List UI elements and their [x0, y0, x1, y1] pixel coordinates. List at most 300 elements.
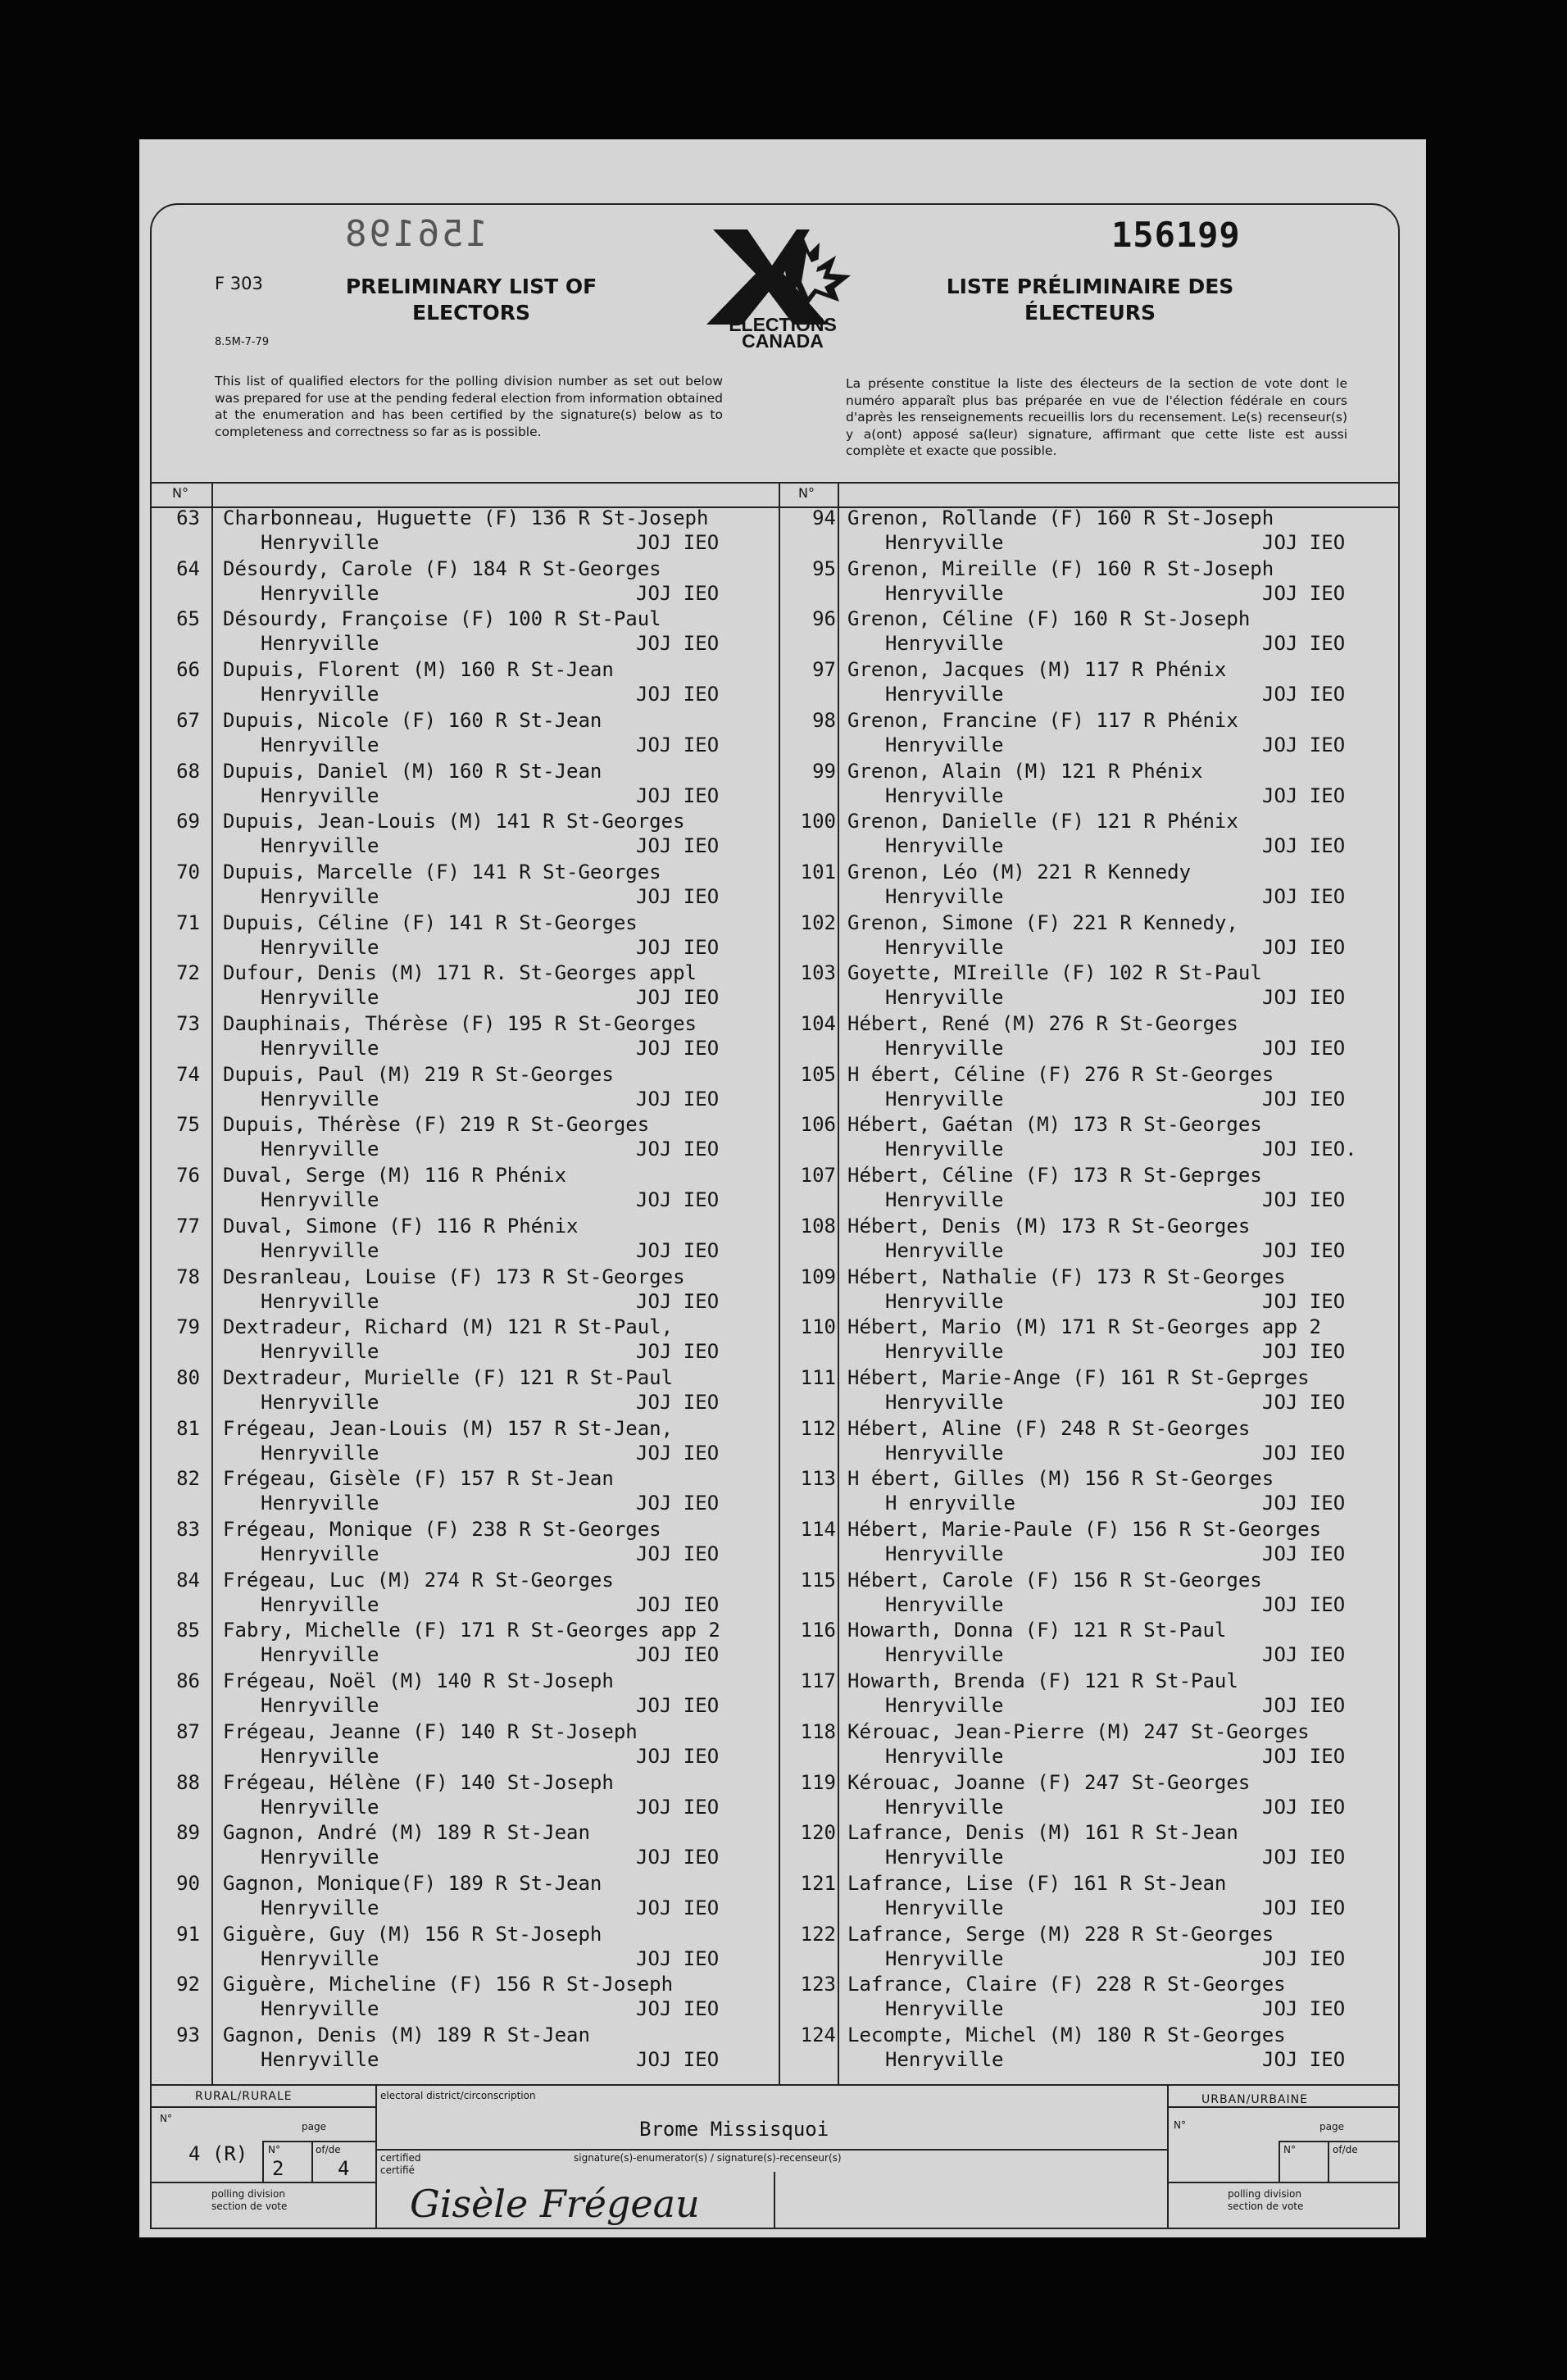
- elector-number: 122: [800, 1922, 836, 1946]
- elector-postal-code: JOJ IEO: [1262, 683, 1346, 706]
- elector-town: Henryville: [261, 1087, 379, 1111]
- elector-number: 93: [176, 2023, 200, 2046]
- list-item: [788, 1821, 1395, 1872]
- elector-name-address: H ébert, Gilles (M) 156 R St-Georges: [847, 1467, 1274, 1491]
- elector-name-address: Frégeau, Jean-Louis (M) 157 R St-Jean,: [223, 1416, 674, 1440]
- elector-town: Henryville: [261, 1795, 379, 1819]
- list-item: [788, 1923, 1395, 1973]
- elector-number: 121: [800, 1871, 836, 1895]
- elector-town: Henryville: [261, 1846, 379, 1869]
- list-item: [156, 1569, 762, 1619]
- elector-number: 88: [176, 1770, 200, 1794]
- elector-postal-code: JOJ IEO: [636, 1037, 720, 1060]
- list-item: [156, 1821, 762, 1872]
- elector-postal-code: JOJ IEO: [1262, 1744, 1346, 1768]
- rural-page-no-label: N°: [268, 2144, 280, 2155]
- elector-town: Henryville: [261, 986, 379, 1010]
- list-item: [156, 1113, 762, 1164]
- list-item: [156, 658, 762, 709]
- rural-box-bottom: [150, 2182, 375, 2183]
- list-item: [156, 1720, 762, 1771]
- elector-postal-code: JOJ IEO.: [1262, 1138, 1357, 1161]
- signature-label: signature(s)-enumerator(s) / signature(s)-recenseur(s): [574, 2152, 842, 2164]
- elector-name-address: Kérouac, Joanne (F) 247 St-Georges: [847, 1770, 1251, 1794]
- rural-label: RURAL/RURALE: [195, 2090, 293, 2103]
- elector-postal-code: JOJ IEO: [1262, 1846, 1346, 1869]
- elector-number: 115: [800, 1568, 836, 1592]
- elector-number: 91: [176, 1922, 200, 1946]
- urban-label: URBAN/URBAINE: [1201, 2093, 1308, 2106]
- elector-name-address: Hébert, Nathalie (F) 173 R St-Georges: [847, 1265, 1286, 1288]
- elector-number: 116: [800, 1619, 836, 1642]
- polling-division-number: 4 (R): [188, 2142, 248, 2165]
- elector-town: Henryville: [885, 1694, 1004, 1718]
- list-item: [156, 1366, 762, 1417]
- elector-town: Henryville: [885, 1643, 1004, 1667]
- serial-number: 156199: [1111, 215, 1241, 255]
- elector-number: 114: [800, 1518, 836, 1541]
- elector-name-address: Fabry, Michelle (F) 171 R St-Georges app 2: [223, 1619, 720, 1642]
- elector-number: 85: [176, 1619, 200, 1642]
- elector-number: 109: [800, 1265, 836, 1288]
- elector-postal-code: JOJ IEO: [636, 1896, 720, 1919]
- elector-postal-code: JOJ IEO: [636, 1592, 720, 1616]
- elector-name-address: Dupuis, Marcelle (F) 141 R St-Georges: [223, 860, 661, 883]
- elector-town: Henryville: [885, 1896, 1004, 1919]
- elector-number: 94: [812, 506, 836, 529]
- elector-postal-code: JOJ IEO: [636, 783, 720, 807]
- polling-division-label-fr: section de vote: [211, 2201, 288, 2212]
- elector-postal-code: JOJ IEO: [636, 1542, 720, 1565]
- elector-postal-code: JOJ IEO: [1262, 1592, 1346, 1616]
- urban-page-no-label: N°: [1283, 2144, 1296, 2155]
- elector-town: Henryville: [261, 834, 379, 858]
- elector-town: Henryville: [261, 1997, 379, 2021]
- elector-name-address: Grenon, Mireille (F) 160 R St-Joseph: [847, 556, 1274, 580]
- elector-number: 101: [800, 860, 836, 883]
- list-item: [788, 1771, 1395, 1822]
- list-item: [156, 1012, 762, 1063]
- rural-page-divider: [311, 2141, 313, 2182]
- elector-town: H enryville: [885, 1492, 1015, 1515]
- elector-town: Henryville: [261, 1896, 379, 1919]
- elector-number: 97: [812, 658, 836, 682]
- elector-town: Henryville: [885, 1037, 1004, 1060]
- elector-number: 79: [176, 1315, 200, 1339]
- elector-number: 70: [176, 860, 200, 883]
- title-french: [926, 274, 1254, 326]
- elector-town: Henryville: [261, 1441, 379, 1465]
- elector-number: 112: [800, 1416, 836, 1440]
- elector-postal-code: JOJ IEO: [1262, 531, 1346, 554]
- elector-number: 110: [800, 1315, 836, 1339]
- elector-name-address: Frégeau, Jeanne (F) 140 R St-Joseph: [223, 1719, 638, 1743]
- elector-town: Henryville: [885, 1592, 1004, 1616]
- elector-postal-code: JOJ IEO: [1262, 1390, 1346, 1414]
- elector-postal-code: JOJ IEO: [1262, 1188, 1346, 1212]
- elector-name-address: Goyette, MIreille (F) 102 R St-Paul: [847, 961, 1262, 985]
- elector-postal-code: JOJ IEO: [1262, 884, 1346, 908]
- center-column-divider: [779, 482, 780, 2084]
- list-item: [788, 1720, 1395, 1771]
- list-item: [156, 1315, 762, 1366]
- elector-postal-code: JOJ IEO: [636, 1238, 720, 1262]
- elector-number: 75: [176, 1113, 200, 1137]
- elector-postal-code: JOJ IEO: [1262, 1289, 1346, 1313]
- elector-number: 86: [176, 1669, 200, 1693]
- title-french-line1: LISTE PRÉLIMINAIRE DES: [946, 275, 1234, 298]
- rural-label-rule: [150, 2106, 375, 2108]
- urban-page-label: page: [1319, 2121, 1344, 2132]
- urban-of-label: of/de: [1333, 2144, 1358, 2155]
- elector-number: 123: [800, 1973, 836, 1996]
- elector-number: 107: [800, 1164, 836, 1188]
- elector-town: Henryville: [261, 783, 379, 807]
- elector-name-address: Grenon, Danielle (F) 121 R Phénix: [847, 810, 1238, 833]
- elector-name-address: Dupuis, Paul (M) 219 R St-Georges: [223, 1062, 614, 1086]
- elector-town: Henryville: [261, 632, 379, 656]
- elector-postal-code: JOJ IEO: [636, 2048, 720, 2071]
- list-item: [156, 1923, 762, 1973]
- page-number: 2: [272, 2157, 284, 2180]
- form-subcode: 8.5M-7-79: [215, 336, 270, 348]
- elector-number: 67: [176, 708, 200, 732]
- logo-text-line1: ELECTIONS: [729, 314, 837, 335]
- elector-postal-code: JOJ IEO: [1262, 1997, 1346, 2021]
- elector-postal-code: JOJ IEO: [636, 632, 720, 656]
- elector-number: 63: [176, 506, 200, 529]
- list-item: [788, 1265, 1395, 1316]
- form-code: F 303: [215, 274, 263, 293]
- elector-name-address: Lafrance, Lise (F) 161 R St-Jean: [847, 1871, 1227, 1895]
- list-item: [788, 1215, 1395, 1265]
- elector-name-address: Giguère, Guy (M) 156 R St-Joseph: [223, 1922, 602, 1946]
- elector-number: 71: [176, 911, 200, 934]
- elector-postal-code: JOJ IEO: [1262, 1087, 1346, 1111]
- elector-name-address: Kérouac, Jean-Pierre (M) 247 St-Georges: [847, 1719, 1310, 1743]
- list-item: [788, 810, 1395, 861]
- title-english-line2: ELECTORS: [412, 301, 530, 325]
- urban-label-rule: [1167, 2106, 1400, 2108]
- title-english: [328, 274, 615, 326]
- elector-town: Henryville: [261, 1289, 379, 1313]
- elector-name-address: Désourdy, Françoise (F) 100 R St-Paul: [223, 607, 661, 631]
- list-item: [788, 1012, 1395, 1063]
- elector-name-address: Howarth, Brenda (F) 121 R St-Paul: [847, 1669, 1238, 1693]
- elector-number: 64: [176, 556, 200, 580]
- list-item: [156, 1467, 762, 1518]
- list-item: [156, 861, 762, 911]
- elector-town: Henryville: [885, 1289, 1004, 1313]
- elector-town: Henryville: [885, 632, 1004, 656]
- intro-french: La présente constitue la liste des électeurs de la section de vote dont le numéro apparaît plus bas préparée en vue de l'élection fédérale en cours d'après les renseignements recueillis lors du recensement. Le(s) recenseur(s) y a(ont) apposé sa(leur) signature, affirmant que cette liste est aussi complète et exacte que possible.: [846, 376, 1347, 458]
- elector-town: Henryville: [261, 581, 379, 605]
- elector-name-address: Grenon, Céline (F) 160 R St-Joseph: [847, 607, 1251, 631]
- elector-number: 80: [176, 1365, 200, 1389]
- elector-name-address: Dupuis, Thérèse (F) 219 R St-Georges: [223, 1113, 650, 1137]
- elector-name-address: Gagnon, Denis (M) 189 R St-Jean: [223, 2023, 590, 2046]
- elector-town: Henryville: [885, 834, 1004, 858]
- list-item: [788, 709, 1395, 760]
- footer-rural-divider: [375, 2084, 377, 2229]
- enumerator-signature: Gisèle Frégeau: [410, 2182, 700, 2226]
- elector-name-address: Grenon, Simone (F) 221 R Kennedy,: [847, 911, 1238, 934]
- elector-town: Henryville: [885, 986, 1004, 1010]
- elector-town: Henryville: [261, 1188, 379, 1212]
- elector-name-address: Gagnon, André (M) 189 R St-Jean: [223, 1821, 590, 1845]
- elector-town: Henryville: [261, 1037, 379, 1060]
- elector-number: 111: [800, 1365, 836, 1389]
- elector-number: 99: [812, 759, 836, 783]
- list-item: [156, 1164, 762, 1215]
- elector-town: Henryville: [885, 1390, 1004, 1414]
- elector-name-address: Gagnon, Monique(F) 189 R St-Jean: [223, 1871, 602, 1895]
- elector-number: 74: [176, 1062, 200, 1086]
- elector-town: Henryville: [885, 783, 1004, 807]
- elector-town: Henryville: [885, 1138, 1004, 1161]
- elector-town: Henryville: [885, 1087, 1004, 1111]
- elector-town: Henryville: [261, 1340, 379, 1364]
- elector-number: 66: [176, 658, 200, 682]
- elector-number: 119: [800, 1770, 836, 1794]
- elector-number: 96: [812, 607, 836, 631]
- certified-label-en: certified: [380, 2152, 421, 2164]
- list-item: [156, 911, 762, 962]
- elector-number: 87: [176, 1719, 200, 1743]
- elector-town: Henryville: [885, 1846, 1004, 1869]
- elector-number: 82: [176, 1467, 200, 1491]
- elector-postal-code: JOJ IEO: [636, 935, 720, 959]
- elector-name-address: Frégeau, Luc (M) 274 R St-Georges: [223, 1568, 614, 1592]
- elector-name-address: Grenon, Alain (M) 121 R Phénix: [847, 759, 1203, 783]
- list-item: [156, 1417, 762, 1468]
- rural-page-rule: [262, 2141, 375, 2142]
- elector-town: Henryville: [885, 1946, 1004, 1970]
- list-item: [788, 557, 1395, 608]
- elector-town: Henryville: [261, 2048, 379, 2071]
- elector-postal-code: JOJ IEO: [1262, 2048, 1346, 2071]
- list-item: [156, 961, 762, 1012]
- left-no-header: N°: [172, 485, 188, 501]
- elector-town: Henryville: [885, 1188, 1004, 1212]
- elector-postal-code: JOJ IEO: [1262, 783, 1346, 807]
- elector-name-address: Frégeau, Monique (F) 238 R St-Georges: [223, 1518, 661, 1541]
- elector-number: 102: [800, 911, 836, 934]
- list-item: [156, 1518, 762, 1569]
- elector-postal-code: JOJ IEO: [636, 1289, 720, 1313]
- elector-postal-code: JOJ IEO: [636, 1188, 720, 1212]
- elector-town: Henryville: [261, 884, 379, 908]
- elector-number: 106: [800, 1113, 836, 1137]
- elector-name-address: Hébert, René (M) 276 R St-Georges: [847, 1012, 1238, 1035]
- list-item: [156, 709, 762, 760]
- elector-name-address: Grenon, Francine (F) 117 R Phénix: [847, 708, 1238, 732]
- elector-postal-code: JOJ IEO: [636, 531, 720, 554]
- polling-division-label-en: polling division: [211, 2188, 285, 2200]
- elector-number: 76: [176, 1164, 200, 1188]
- elector-town: Henryville: [885, 1795, 1004, 1819]
- elector-postal-code: JOJ IEO: [1262, 1795, 1346, 1819]
- elector-number: 104: [800, 1012, 836, 1035]
- elector-number: 84: [176, 1568, 200, 1592]
- elector-town: Henryville: [885, 531, 1004, 554]
- elector-town: Henryville: [885, 1542, 1004, 1565]
- list-item: [156, 557, 762, 608]
- elector-number: 81: [176, 1416, 200, 1440]
- list-item: [788, 861, 1395, 911]
- elector-name-address: Hébert, Denis (M) 173 R St-Georges: [847, 1214, 1251, 1238]
- elector-postal-code: JOJ IEO: [1262, 733, 1346, 756]
- table-top-rule: [150, 482, 1400, 484]
- elector-number: 105: [800, 1062, 836, 1086]
- elector-postal-code: JOJ IEO: [636, 1997, 720, 2021]
- elector-number: 120: [800, 1821, 836, 1845]
- elector-number: 92: [176, 1973, 200, 1996]
- elector-name-address: Hébert, Marie-Ange (F) 161 R St-Geprges: [847, 1365, 1310, 1389]
- elector-town: Henryville: [261, 935, 379, 959]
- elector-name-address: Hébert, Aline (F) 248 R St-Georges: [847, 1416, 1251, 1440]
- elector-postal-code: JOJ IEO: [636, 1846, 720, 1869]
- elector-town: Henryville: [885, 1238, 1004, 1262]
- logo-text-line2: CANADA: [742, 330, 824, 351]
- elector-town: Henryville: [261, 733, 379, 756]
- elector-town: Henryville: [885, 1340, 1004, 1364]
- elector-postal-code: JOJ IEO: [636, 683, 720, 706]
- elector-town: Henryville: [885, 1441, 1004, 1465]
- urban-page-divider: [1328, 2141, 1329, 2182]
- elector-town: Henryville: [261, 1744, 379, 1768]
- elector-town: Henryville: [261, 1238, 379, 1262]
- elector-town: Henryville: [885, 581, 1004, 605]
- elector-name-address: Grenon, Rollande (F) 160 R St-Joseph: [847, 506, 1274, 529]
- urban-page-rule: [1279, 2141, 1400, 2142]
- elector-postal-code: JOJ IEO: [636, 1946, 720, 1970]
- list-item: [788, 1063, 1395, 1114]
- elector-town: Henryville: [261, 1694, 379, 1718]
- elector-number: 77: [176, 1214, 200, 1238]
- list-item: [156, 2023, 762, 2074]
- elector-name-address: Frégeau, Gisèle (F) 157 R St-Jean: [223, 1467, 614, 1491]
- list-item: [788, 1467, 1395, 1518]
- elector-number: 98: [812, 708, 836, 732]
- elector-name-address: Frégeau, Hélène (F) 140 St-Joseph: [223, 1770, 614, 1794]
- right-no-header: N°: [798, 485, 815, 501]
- elector-name-address: H ébert, Céline (F) 276 R St-Georges: [847, 1062, 1274, 1086]
- elector-postal-code: JOJ IEO: [636, 1694, 720, 1718]
- elector-postal-code: JOJ IEO: [1262, 581, 1346, 605]
- elector-name-address: Lafrance, Denis (M) 161 R St-Jean: [847, 1821, 1238, 1845]
- list-item: [788, 1417, 1395, 1468]
- rural-of-label: of/de: [316, 2144, 341, 2155]
- elector-number: 89: [176, 1821, 200, 1845]
- elector-postal-code: JOJ IEO: [1262, 986, 1346, 1010]
- list-item: [788, 961, 1395, 1012]
- list-item: [156, 1771, 762, 1822]
- elector-name-address: Dufour, Denis (M) 171 R. St-Georges appl: [223, 961, 697, 985]
- elector-name-address: Dupuis, Céline (F) 141 R St-Georges: [223, 911, 638, 934]
- elector-number: 65: [176, 607, 200, 631]
- elector-name-address: Dauphinais, Thérèse (F) 195 R St-Georges: [223, 1012, 697, 1035]
- elector-number: 124: [800, 2023, 836, 2046]
- elector-number: 118: [800, 1719, 836, 1743]
- maple-leaf-x-icon: [705, 228, 861, 351]
- elector-postal-code: JOJ IEO: [1262, 935, 1346, 959]
- elector-town: Henryville: [885, 884, 1004, 908]
- list-item: [156, 1063, 762, 1114]
- elector-name-address: Dupuis, Jean-Louis (M) 141 R St-Georges: [223, 810, 685, 833]
- list-item: [156, 1973, 762, 2023]
- elector-town: Henryville: [261, 1138, 379, 1161]
- district-label: electoral district/circonscription: [380, 2090, 536, 2101]
- district-value: Brome Missisquoi: [639, 2118, 829, 2141]
- list-item: [788, 2023, 1395, 2074]
- elector-postal-code: JOJ IEO: [636, 1390, 720, 1414]
- urban-box-bottom: [1167, 2182, 1400, 2183]
- rural-page-label: page: [302, 2121, 326, 2132]
- elector-town: Henryville: [261, 683, 379, 706]
- elector-name-address: Dupuis, Daniel (M) 160 R St-Jean: [223, 759, 602, 783]
- elector-postal-code: JOJ IEO: [1262, 1238, 1346, 1262]
- elector-postal-code: JOJ IEO: [636, 1795, 720, 1819]
- elector-town: Henryville: [261, 1542, 379, 1565]
- list-item: [788, 1619, 1395, 1669]
- elector-name-address: Charbonneau, Huguette (F) 136 R St-Joseph: [223, 506, 709, 529]
- elector-number: 108: [800, 1214, 836, 1238]
- elector-town: Henryville: [261, 1946, 379, 1970]
- elector-name-address: Hébert, Céline (F) 173 R St-Geprges: [847, 1164, 1262, 1188]
- elector-postal-code: JOJ IEO: [1262, 1643, 1346, 1667]
- list-item: [788, 1569, 1395, 1619]
- elector-name-address: Dupuis, Nicole (F) 160 R St-Jean: [223, 708, 602, 732]
- elector-number: 103: [800, 961, 836, 985]
- title-english-line1: PRELIMINARY LIST OF: [345, 275, 597, 298]
- elector-name-address: Lafrance, Serge (M) 228 R St-Georges: [847, 1922, 1274, 1946]
- elector-name-address: Giguère, Micheline (F) 156 R St-Joseph: [223, 1973, 674, 1996]
- list-item: [788, 1518, 1395, 1569]
- elector-name-address: Grenon, Léo (M) 221 R Kennedy: [847, 860, 1192, 883]
- title-french-line2: ÉLECTEURS: [1024, 301, 1156, 325]
- elector-town: Henryville: [885, 733, 1004, 756]
- elector-name-address: Lafrance, Claire (F) 228 R St-Georges: [847, 1973, 1286, 1996]
- elector-number: 69: [176, 810, 200, 833]
- elector-number: 90: [176, 1871, 200, 1895]
- rural-no-label: N°: [160, 2113, 172, 2124]
- elector-postal-code: JOJ IEO: [636, 986, 720, 1010]
- elector-name-address: Desranleau, Louise (F) 173 R St-Georges: [223, 1265, 685, 1288]
- elector-postal-code: JOJ IEO: [636, 733, 720, 756]
- elector-town: Henryville: [261, 1492, 379, 1515]
- elector-number: 68: [176, 759, 200, 783]
- elector-postal-code: JOJ IEO: [1262, 1492, 1346, 1515]
- elector-town: Henryville: [261, 531, 379, 554]
- list-item: [156, 810, 762, 861]
- elector-town: Henryville: [261, 1643, 379, 1667]
- elector-name-address: Dextradeur, Murielle (F) 121 R St-Paul: [223, 1365, 674, 1389]
- elector-postal-code: JOJ IEO: [636, 884, 720, 908]
- elector-name-address: Hébert, Mario (M) 171 R St-Georges app 2: [847, 1315, 1321, 1339]
- elector-postal-code: JOJ IEO: [636, 1744, 720, 1768]
- elector-name-address: Grenon, Jacques (M) 117 R Phénix: [847, 658, 1227, 682]
- elector-postal-code: JOJ IEO: [636, 1441, 720, 1465]
- elector-name-address: Frégeau, Noël (M) 140 R St-Joseph: [223, 1669, 614, 1693]
- elector-name-address: Hébert, Carole (F) 156 R St-Georges: [847, 1568, 1262, 1592]
- elector-town: Henryville: [885, 1997, 1004, 2021]
- elector-town: Henryville: [885, 1744, 1004, 1768]
- elector-postal-code: JOJ IEO: [1262, 1441, 1346, 1465]
- mirrored-stamp-number: 156198: [343, 213, 488, 255]
- urban-no-label: N°: [1174, 2119, 1186, 2131]
- elector-postal-code: JOJ IEO: [1262, 1946, 1346, 1970]
